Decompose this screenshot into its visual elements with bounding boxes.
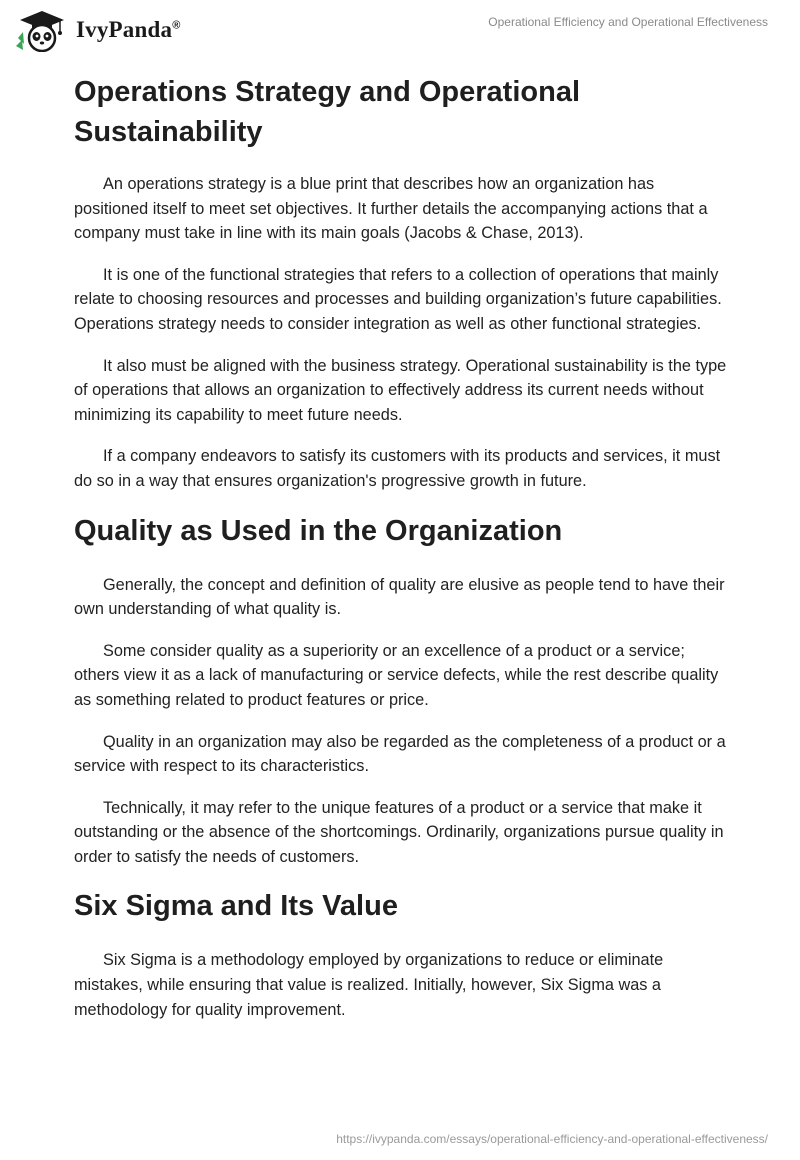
paragraph: Six Sigma is a methodology employed by organizations to reduce or eliminate mistakes, while ensuring that value is realized. Initially, however, Six Sigma was a methodology for quality improvement. — [74, 951, 664, 1019]
section-heading-six-sigma: Six Sigma and Its Value — [74, 890, 398, 923]
panda-graduate-icon — [14, 8, 70, 52]
document-title: Operational Efficiency and Operational Effectiveness — [488, 15, 768, 29]
page-header — [0, 0, 800, 60]
paragraph: Quality in an organization may also be regarded as the completeness of a product or a service with respect to its characteristics. — [74, 732, 726, 776]
paragraph: It also must be aligned with the business strategy. Operational sustainability is the type of operations that allows an organization to effectively address its current needs without minimizing its capability to meet future needs. — [74, 356, 727, 424]
paragraph: If a company endeavors to satisfy its customers with its products and services, it must do so in a way that ensures organization's progressive growth in future. — [74, 447, 721, 490]
section-heading-quality: Quality as Used in the Organization — [74, 514, 563, 547]
section-heading-operations-strategy: Operations Strategy and Operational Sustainability — [74, 76, 580, 148]
brand-logo[interactable] — [14, 8, 181, 52]
brand-name — [76, 17, 181, 43]
trademark-symbol: ® — [172, 19, 181, 32]
paragraph: Generally, the concept and definition of quality are elusive as people tend to have their own understanding of what quality is. — [74, 575, 725, 619]
paragraph: It is one of the functional strategies that refers to a collection of operations that mainly relate to choosing resources and processes and building organization’s future capabilities. Operations strategy needs to consider integration as well as other functional strategies. — [74, 265, 722, 333]
brand-text: IvyPanda — [76, 17, 173, 42]
essay-content — [74, 72, 730, 1039]
paragraph: An operations strategy is a blue print that describes how an organization has positioned itself to meet set objectives. It further details the accompanying actions that a company must take in line with its main goals (Jacobs & Chase, 2013). — [74, 175, 708, 243]
paragraph: Some consider quality as a superiority or an excellence of a product or a service; others view it as a lack of manufacturing or service defects, while the rest describe quality as something related to product features or price. — [74, 641, 719, 709]
paragraph: Technically, it may refer to the unique features of a product or a service that make it outstanding or the absence of the shortcomings. Ordinarily, organizations pursue quality in order to satisfy the needs of customers. — [74, 798, 724, 866]
source-url-link[interactable]: https://ivypanda.com/essays/operational-efficiency-and-operational-effectiveness/ — [336, 1132, 768, 1146]
